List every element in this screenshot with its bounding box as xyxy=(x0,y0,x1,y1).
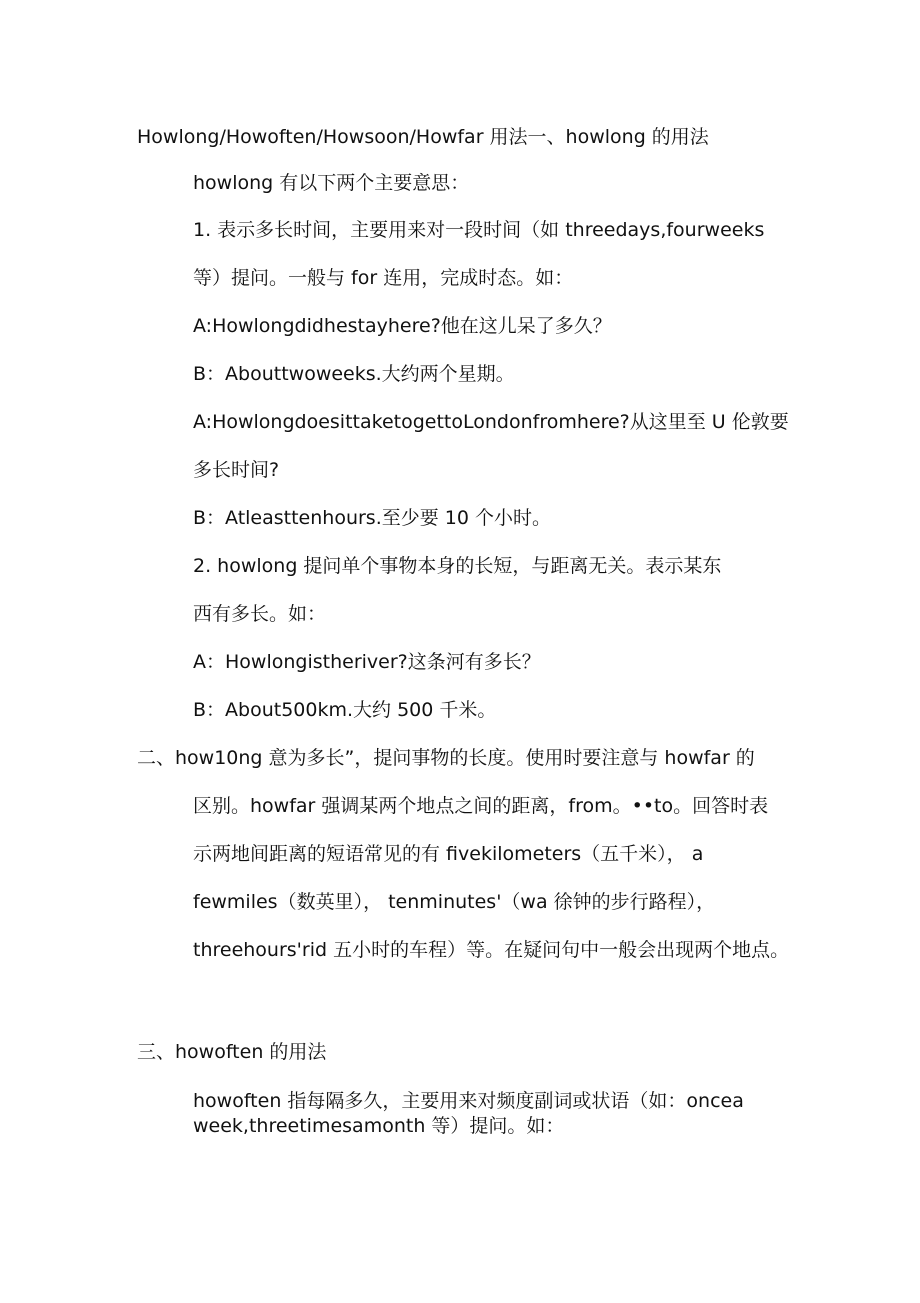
point1-line2: 等）提问。一般与 for 连用，完成时态。如： xyxy=(193,267,574,289)
example1-question: A:Howlongdidhestayhere?他在这儿呆了多久？ xyxy=(193,315,612,337)
section3-line1: howoften 指每隔多久，主要用来对频度副词或状语（如：oncea xyxy=(193,1090,744,1112)
example3-question: A：Howlongistheriver?这条河有多长？ xyxy=(193,651,541,673)
point2-line2: 西有多长。如： xyxy=(193,603,327,625)
section2-line5: threehours'rid 五小时的车程）等。在疑问句中一般会出现两个地点。 xyxy=(193,939,790,961)
section2-line2: 区别。howfar 强调某两个地点之间的距离，from。••to。回答时表 xyxy=(193,795,769,817)
section1-intro: howlong 有以下两个主要意思： xyxy=(193,172,470,194)
section3-line2: week,threetimesamonth 等）提问。如： xyxy=(193,1115,565,1137)
section2-line1: 二、how10ng 意为多长”，提问事物的长度。使用时要注意与 howfar 的 xyxy=(137,747,755,769)
point1-line1: 1. 表示多长时间，主要用来对一段时间（如 threedays,fourweeks xyxy=(193,219,765,241)
section3-heading: 三、howoften 的用法 xyxy=(137,1041,327,1063)
example3-answer: B：About500km.大约 500 千米。 xyxy=(193,699,497,721)
example1-answer: B：Abouttwoweeks.大约两个星期。 xyxy=(193,363,515,385)
section2-line3: 示两地间距离的短语常见的有 fivekilometers（五千米）， a xyxy=(193,843,704,865)
example2-question-cont: 多长时间? xyxy=(193,459,280,481)
document-title-line: Howlong/Howoften/Howsoon/Howfar 用法一、howlong 的用法 xyxy=(137,126,709,148)
example2-question: A:HowlongdoesittaketogettoLondonfromhere?从这里至 U 伦敦要 xyxy=(193,411,789,433)
section2-line4: fewmiles（数英里）， tenminutes'（wa 徐钟的步行路程）， xyxy=(193,891,716,913)
example2-answer: B：Atleasttenhours.至少要 10 个小时。 xyxy=(193,507,552,529)
point2-line1: 2. howlong 提问单个事物本身的长短，与距离无关。表示某东 xyxy=(193,555,722,577)
